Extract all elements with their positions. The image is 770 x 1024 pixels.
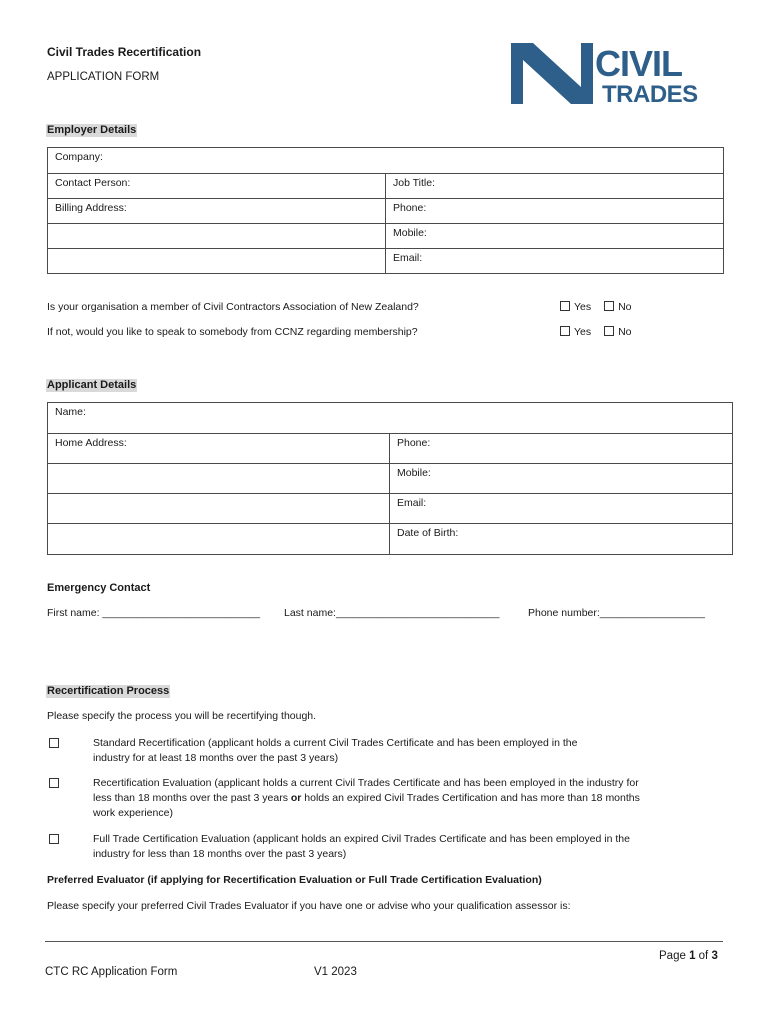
ccnz-yes-option[interactable]: Yes [560,326,591,338]
footer-divider [45,941,723,942]
home-address-extra[interactable] [48,524,390,555]
process-instruction: Please specify the process you will be recertifying though. [47,710,317,722]
preferred-evaluator-heading: Preferred Evaluator (if applying for Recertification Evaluation or Full Trade Certification Evaluation) [47,874,542,886]
checkbox-icon [560,326,570,336]
evaluator-instruction: Please specify your preferred Civil Trades Evaluator if you have one or advise who your qualification assessor is: [47,900,571,912]
home-address-extra[interactable] [48,464,390,494]
applicant-details-heading: Applicant Details [47,379,137,391]
billing-address-field[interactable]: Billing Address: [48,199,386,224]
date-of-birth-field[interactable]: Date of Birth: [390,524,733,555]
employer-table [47,147,724,274]
recertification-process-heading: Recertification Process [47,685,170,697]
ccnz-contact-options [560,326,632,338]
emergency-first-name-field[interactable]: First name: ___________________________ [47,607,261,619]
home-address-extra[interactable] [48,494,390,524]
applicant-mobile-field[interactable]: Mobile: [390,464,733,494]
page-number: Page 1 of 3 [659,950,718,962]
form-version: V1 2023 [314,966,357,978]
checkbox-icon [604,326,614,336]
applicant-name-field[interactable]: Name: [48,403,733,434]
full-trade-evaluation-option: Full Trade Certification Evaluation (applicant holds an expired Civil Trades Certificate and has been employed in the industry for less than 18 months over the past 3 years) [93,833,630,860]
billing-address-extra[interactable] [48,224,386,249]
employer-details-heading: Employer Details [47,124,137,136]
billing-address-extra[interactable] [48,249,386,274]
membership-yes-option[interactable]: Yes [560,301,591,313]
recertification-evaluation-option: Recertification Evaluation (applicant holds a current Civil Trades Certificate and has been employed in the industry for less than 18 months over the past 3 years or holds an expired Civil Trades Certification and has more than 18 months work experience) [93,777,640,819]
company-field[interactable]: Company: [48,148,724,174]
emergency-contact-heading: Emergency Contact [47,582,151,594]
document-title: Civil Trades Recertification [47,45,202,59]
contact-person-field[interactable]: Contact Person: [48,174,386,199]
civil-trades-logo [511,43,715,104]
home-address-field[interactable]: Home Address: [48,434,390,464]
standard-recertification-option: Standard Recertification (applicant holds a current Civil Trades Certificate and has been employed in the industry for at least 18 months over the past 3 years) [93,737,578,764]
applicant-phone-field[interactable]: Phone: [390,434,733,464]
svg-text:TRADES: TRADES [602,81,698,104]
full-trade-evaluation-checkbox[interactable] [49,834,59,844]
job-title-field[interactable]: Job Title: [386,174,724,199]
employer-mobile-field[interactable]: Mobile: [386,224,724,249]
employer-email-field[interactable]: Email: [386,249,724,274]
emergency-phone-field[interactable]: Phone number:__________________ [528,607,705,619]
employer-phone-field[interactable]: Phone: [386,199,724,224]
recertification-evaluation-checkbox[interactable] [49,778,59,788]
document-subtitle: APPLICATION FORM [47,71,160,83]
membership-question: Is your organisation a member of Civil Contractors Association of New Zealand? [47,301,419,313]
applicant-email-field[interactable]: Email: [390,494,733,524]
ccnz-contact-question: If not, would you like to speak to somebody from CCNZ regarding membership? [47,326,418,338]
emergency-last-name-field[interactable]: Last name:____________________________ [284,607,500,619]
form-name: CTC RC Application Form [45,966,178,978]
checkbox-icon [604,301,614,311]
membership-options [560,301,632,313]
svg-text:CIVIL: CIVIL [595,43,683,84]
standard-recertification-checkbox[interactable] [49,738,59,748]
applicant-table [47,402,733,555]
checkbox-icon [560,301,570,311]
membership-no-option[interactable]: No [604,301,631,313]
ccnz-no-option[interactable]: No [604,326,631,338]
